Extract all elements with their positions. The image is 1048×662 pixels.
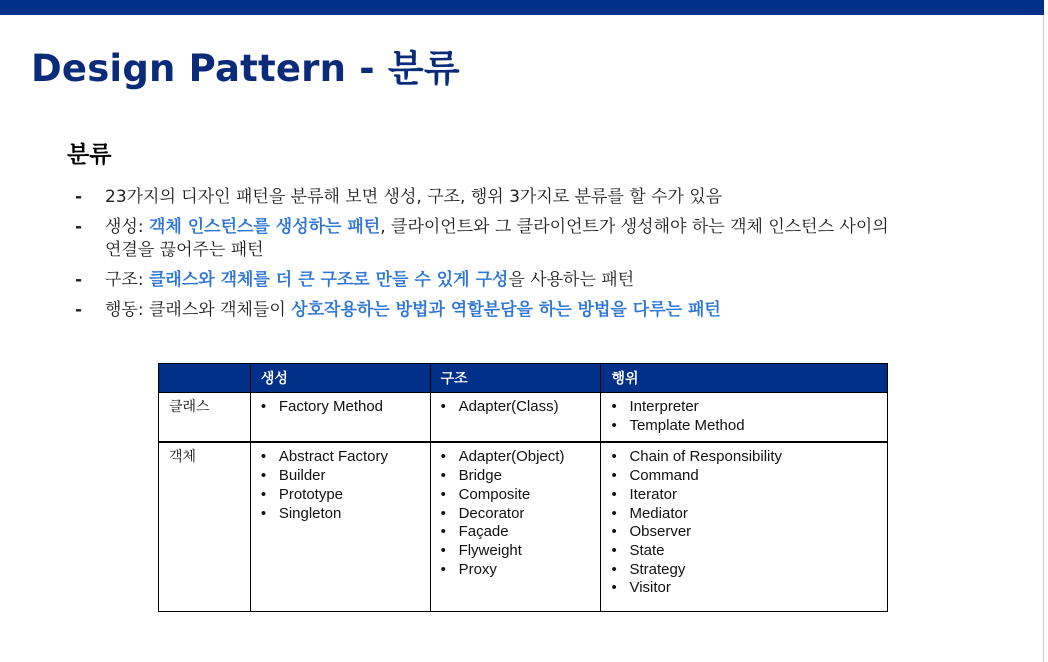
table-row-class	[159, 393, 888, 443]
cell-structural	[430, 442, 601, 612]
pattern-item: • Observer	[611, 523, 877, 542]
bullet-text: 23가지의 디자인 패턴을 분류해 보면 생성, 구조, 행위 3가지로 분류를 할 수가 있음	[105, 187, 723, 207]
pattern-item: • Template Method	[611, 417, 877, 436]
bullet-dash: -	[75, 270, 83, 290]
cell-creational	[250, 442, 430, 612]
pattern-classification-table	[158, 363, 888, 612]
header-structural: 구조	[430, 364, 601, 393]
bullet-text: 생성:	[105, 217, 149, 237]
cell-creational	[250, 393, 430, 443]
section-heading: 분류	[67, 142, 112, 168]
pattern-item: • Adapter(Class)	[441, 398, 591, 417]
cell-structural	[430, 393, 601, 443]
pattern-item: • Command	[611, 467, 877, 486]
row-label: 클래스	[159, 393, 251, 443]
bullet-highlight: 객체 인스턴스를 생성하는 패턴	[148, 217, 381, 237]
pattern-item: • Mediator	[611, 505, 877, 524]
bullet-dash: -	[75, 300, 83, 320]
bullet-item	[70, 269, 890, 292]
pattern-list	[261, 398, 420, 417]
pattern-item: • Proxy	[441, 561, 591, 580]
header-empty	[159, 364, 251, 393]
header-behavioral: 행위	[601, 364, 888, 393]
pattern-item: • Chain of Responsibility	[611, 448, 877, 467]
bullet-item	[70, 216, 890, 262]
pattern-item: • Flyweight	[441, 542, 591, 561]
pattern-item: • State	[611, 542, 877, 561]
pattern-item: • Abstract Factory	[261, 448, 420, 467]
pattern-list	[611, 398, 877, 435]
bullet-list	[70, 186, 890, 329]
pattern-item: • Prototype	[261, 486, 420, 505]
bullet-dash: -	[75, 187, 83, 207]
pattern-list	[261, 448, 420, 523]
table-header-row	[159, 364, 888, 393]
pattern-list	[441, 448, 591, 579]
pattern-item: • Bridge	[441, 467, 591, 486]
bullet-highlight: 클래스와 객체를 더 큰 구조로 만들 수 있게 구성	[148, 270, 509, 290]
pattern-item: • Interpreter	[611, 398, 877, 417]
bullet-text: 을 사용하는 패턴	[508, 270, 635, 290]
pattern-item: • Iterator	[611, 486, 877, 505]
pattern-item: • Builder	[261, 467, 420, 486]
pattern-list	[441, 398, 591, 417]
pattern-list	[611, 448, 877, 598]
header-creational: 생성	[250, 364, 430, 393]
cell-behavioral	[601, 442, 888, 612]
pattern-item: • Façade	[441, 523, 591, 542]
bullet-highlight: 상호작용하는 방법과 역할분담을 하는 방법을 다루는 패턴	[291, 300, 721, 320]
pattern-item: • Strategy	[611, 561, 877, 580]
cell-behavioral	[601, 393, 888, 443]
bullet-item	[70, 299, 890, 322]
row-label: 객체	[159, 442, 251, 612]
bullet-text: , 클라이언트와 그 클라이언트가 생성해야 하는 객체 인스턴스 사이의 연결을 끊어주는 패턴	[105, 217, 889, 260]
top-accent-bar	[0, 0, 1044, 15]
bullet-text: 구조:	[105, 270, 149, 290]
pattern-item: • Composite	[441, 486, 591, 505]
pattern-item: • Decorator	[441, 505, 591, 524]
slide-title: Design Pattern - 분류	[31, 47, 460, 90]
bullet-dash: -	[75, 217, 83, 237]
pattern-item: • Adapter(Object)	[441, 448, 591, 467]
pattern-item: • Singleton	[261, 505, 420, 524]
pattern-item: • Visitor	[611, 579, 877, 598]
bullet-item	[70, 186, 890, 209]
bullet-text: 행동: 클래스와 객체들이	[105, 300, 292, 320]
pattern-item: • Factory Method	[261, 398, 420, 417]
table-row-object	[159, 442, 888, 612]
